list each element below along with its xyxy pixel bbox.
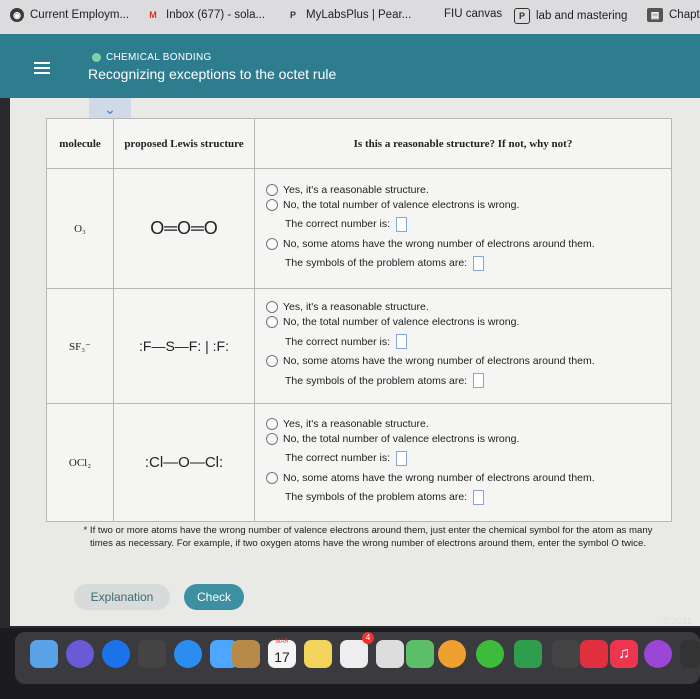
chevron-down-icon[interactable]: ⌄ (89, 98, 131, 120)
calendar-icon[interactable]: MAR 17 (268, 640, 296, 668)
pearson-icon: P (514, 8, 530, 24)
menu-icon[interactable] (34, 62, 50, 74)
photos-icon[interactable] (438, 640, 466, 668)
page-title: Recognizing exceptions to the octet rule (88, 66, 337, 82)
podcasts-icon[interactable] (644, 640, 672, 668)
molecule-name: SF₃⁻ (47, 289, 114, 404)
check-button[interactable]: Check (184, 584, 244, 610)
correct-number-input[interactable] (396, 217, 407, 232)
gmail-icon: M (149, 10, 157, 20)
option-wrong-atoms[interactable]: No, some atoms have the wrong number of electrons around them. (266, 238, 670, 250)
apple-tv-icon[interactable] (680, 640, 700, 668)
maps-icon[interactable] (406, 640, 434, 668)
radio-button[interactable] (266, 472, 278, 484)
contacts-icon[interactable] (232, 640, 260, 668)
option-valence-wrong[interactable]: No, the total number of valence electrons is wrong. (266, 199, 670, 211)
answer-options: Yes, it's a reasonable structure. No, the total number of valence electrons is wrong. The correct number is: No, some atoms have the wrong number of electrons around them. The symbols of the problem atoms are: (255, 169, 672, 289)
photo-booth-icon[interactable] (552, 640, 580, 668)
explanation-button[interactable]: Explanation (74, 584, 170, 610)
header-molecule: molecule (47, 119, 114, 169)
molecule-name: O₃ (47, 169, 114, 289)
pearson-icon: P (289, 10, 296, 20)
facetime-icon[interactable] (514, 640, 542, 668)
option-wrong-atoms[interactable]: No, some atoms have the wrong number of electrons around them. (266, 355, 670, 367)
radio-button[interactable] (266, 355, 278, 367)
news-icon[interactable] (580, 640, 608, 668)
copyright: © 2021 (662, 616, 692, 626)
reminders-icon[interactable] (340, 633, 371, 668)
radio-button[interactable] (266, 433, 278, 445)
question-table (46, 118, 672, 522)
table-row (47, 289, 672, 404)
messages-icon[interactable] (476, 640, 504, 668)
radio-button[interactable] (266, 316, 278, 328)
launchpad-icon[interactable] (66, 640, 94, 668)
lewis-structure: :Cl—O—Cl: (114, 404, 255, 522)
status-dot-icon (92, 53, 101, 62)
option-reasonable[interactable]: Yes, it's a reasonable structure. (266, 184, 670, 196)
music-icon[interactable]: ♫ (610, 640, 638, 668)
subject-label: CHEMICAL BONDING (92, 52, 212, 63)
lewis-structure: O═O═O (114, 169, 255, 289)
table-row (47, 404, 672, 522)
bookmark-current-employment[interactable]: ◉ Current Employm... (10, 8, 129, 22)
app-store-icon[interactable] (102, 640, 130, 668)
table-row (47, 169, 672, 289)
option-wrong-atoms[interactable]: No, some atoms have the wrong number of electrons around them. (266, 472, 670, 484)
symbols-input[interactable] (473, 256, 484, 271)
answer-options: Yes, it's a reasonable structure. No, the total number of valence electrons is wrong. The correct number is: No, some atoms have the wrong number of electrons around them. The symbols of the problem atoms are: (255, 404, 672, 522)
stickies-icon[interactable] (376, 640, 404, 668)
option-reasonable[interactable]: Yes, it's a reasonable structure. (266, 418, 670, 430)
globe-icon: ◉ (10, 8, 24, 22)
bookmark-mylabsplus[interactable]: P MyLabsPlus | Pear... (286, 8, 411, 22)
bookmark-inbox[interactable]: M Inbox (677) - sola... (146, 8, 265, 22)
bookmark-fiu-canvas[interactable]: FIU canvas (444, 8, 503, 20)
option-valence-wrong[interactable]: No, the total number of valence electrons is wrong. (266, 433, 670, 445)
correct-number-input[interactable] (396, 451, 407, 466)
radio-button[interactable] (266, 418, 278, 430)
radio-button[interactable] (266, 199, 278, 211)
option-reasonable[interactable]: Yes, it's a reasonable structure. (266, 301, 670, 313)
answer-options: Yes, it's a reasonable structure. No, the total number of valence electrons is wrong. The correct number is: No, some atoms have the wrong number of electrons around them. The symbols of the problem atoms are: (255, 289, 672, 404)
molecule-name: OCl₂ (47, 404, 114, 522)
header-question: Is this a reasonable structure? If not, why not? (255, 119, 672, 169)
launcher-grid-icon[interactable] (138, 640, 166, 668)
radio-button[interactable] (266, 238, 278, 250)
correct-number-input[interactable] (396, 334, 407, 349)
bookmark-lab-mastering[interactable]: P lab and mastering (514, 8, 627, 24)
safari-icon[interactable] (174, 640, 202, 668)
footnote: * If two or more atoms have the wrong number of valence electrons around them, just enter the chemical symbol for the atom as many times as necessary. For example, if two oxygen atoms have the wrong number of electrons around them, enter the symbol O twice. (83, 525, 653, 549)
finder-icon[interactable] (30, 640, 58, 668)
lewis-structure: :F—S—F: | :F: (114, 289, 255, 404)
page-header (0, 34, 700, 98)
book-icon: ▤ (647, 8, 663, 22)
bookmark-chapter[interactable]: ▤ Chapt (647, 8, 700, 22)
bookmarks-bar (0, 0, 700, 34)
symbols-input[interactable] (473, 490, 484, 505)
header-lewis: proposed Lewis structure (114, 119, 255, 169)
radio-button[interactable] (266, 301, 278, 313)
radio-button[interactable] (266, 184, 278, 196)
option-valence-wrong[interactable]: No, the total number of valence electrons is wrong. (266, 316, 670, 328)
notification-badge: 4 (362, 632, 374, 644)
symbols-input[interactable] (473, 373, 484, 388)
notes-icon[interactable] (304, 640, 332, 668)
